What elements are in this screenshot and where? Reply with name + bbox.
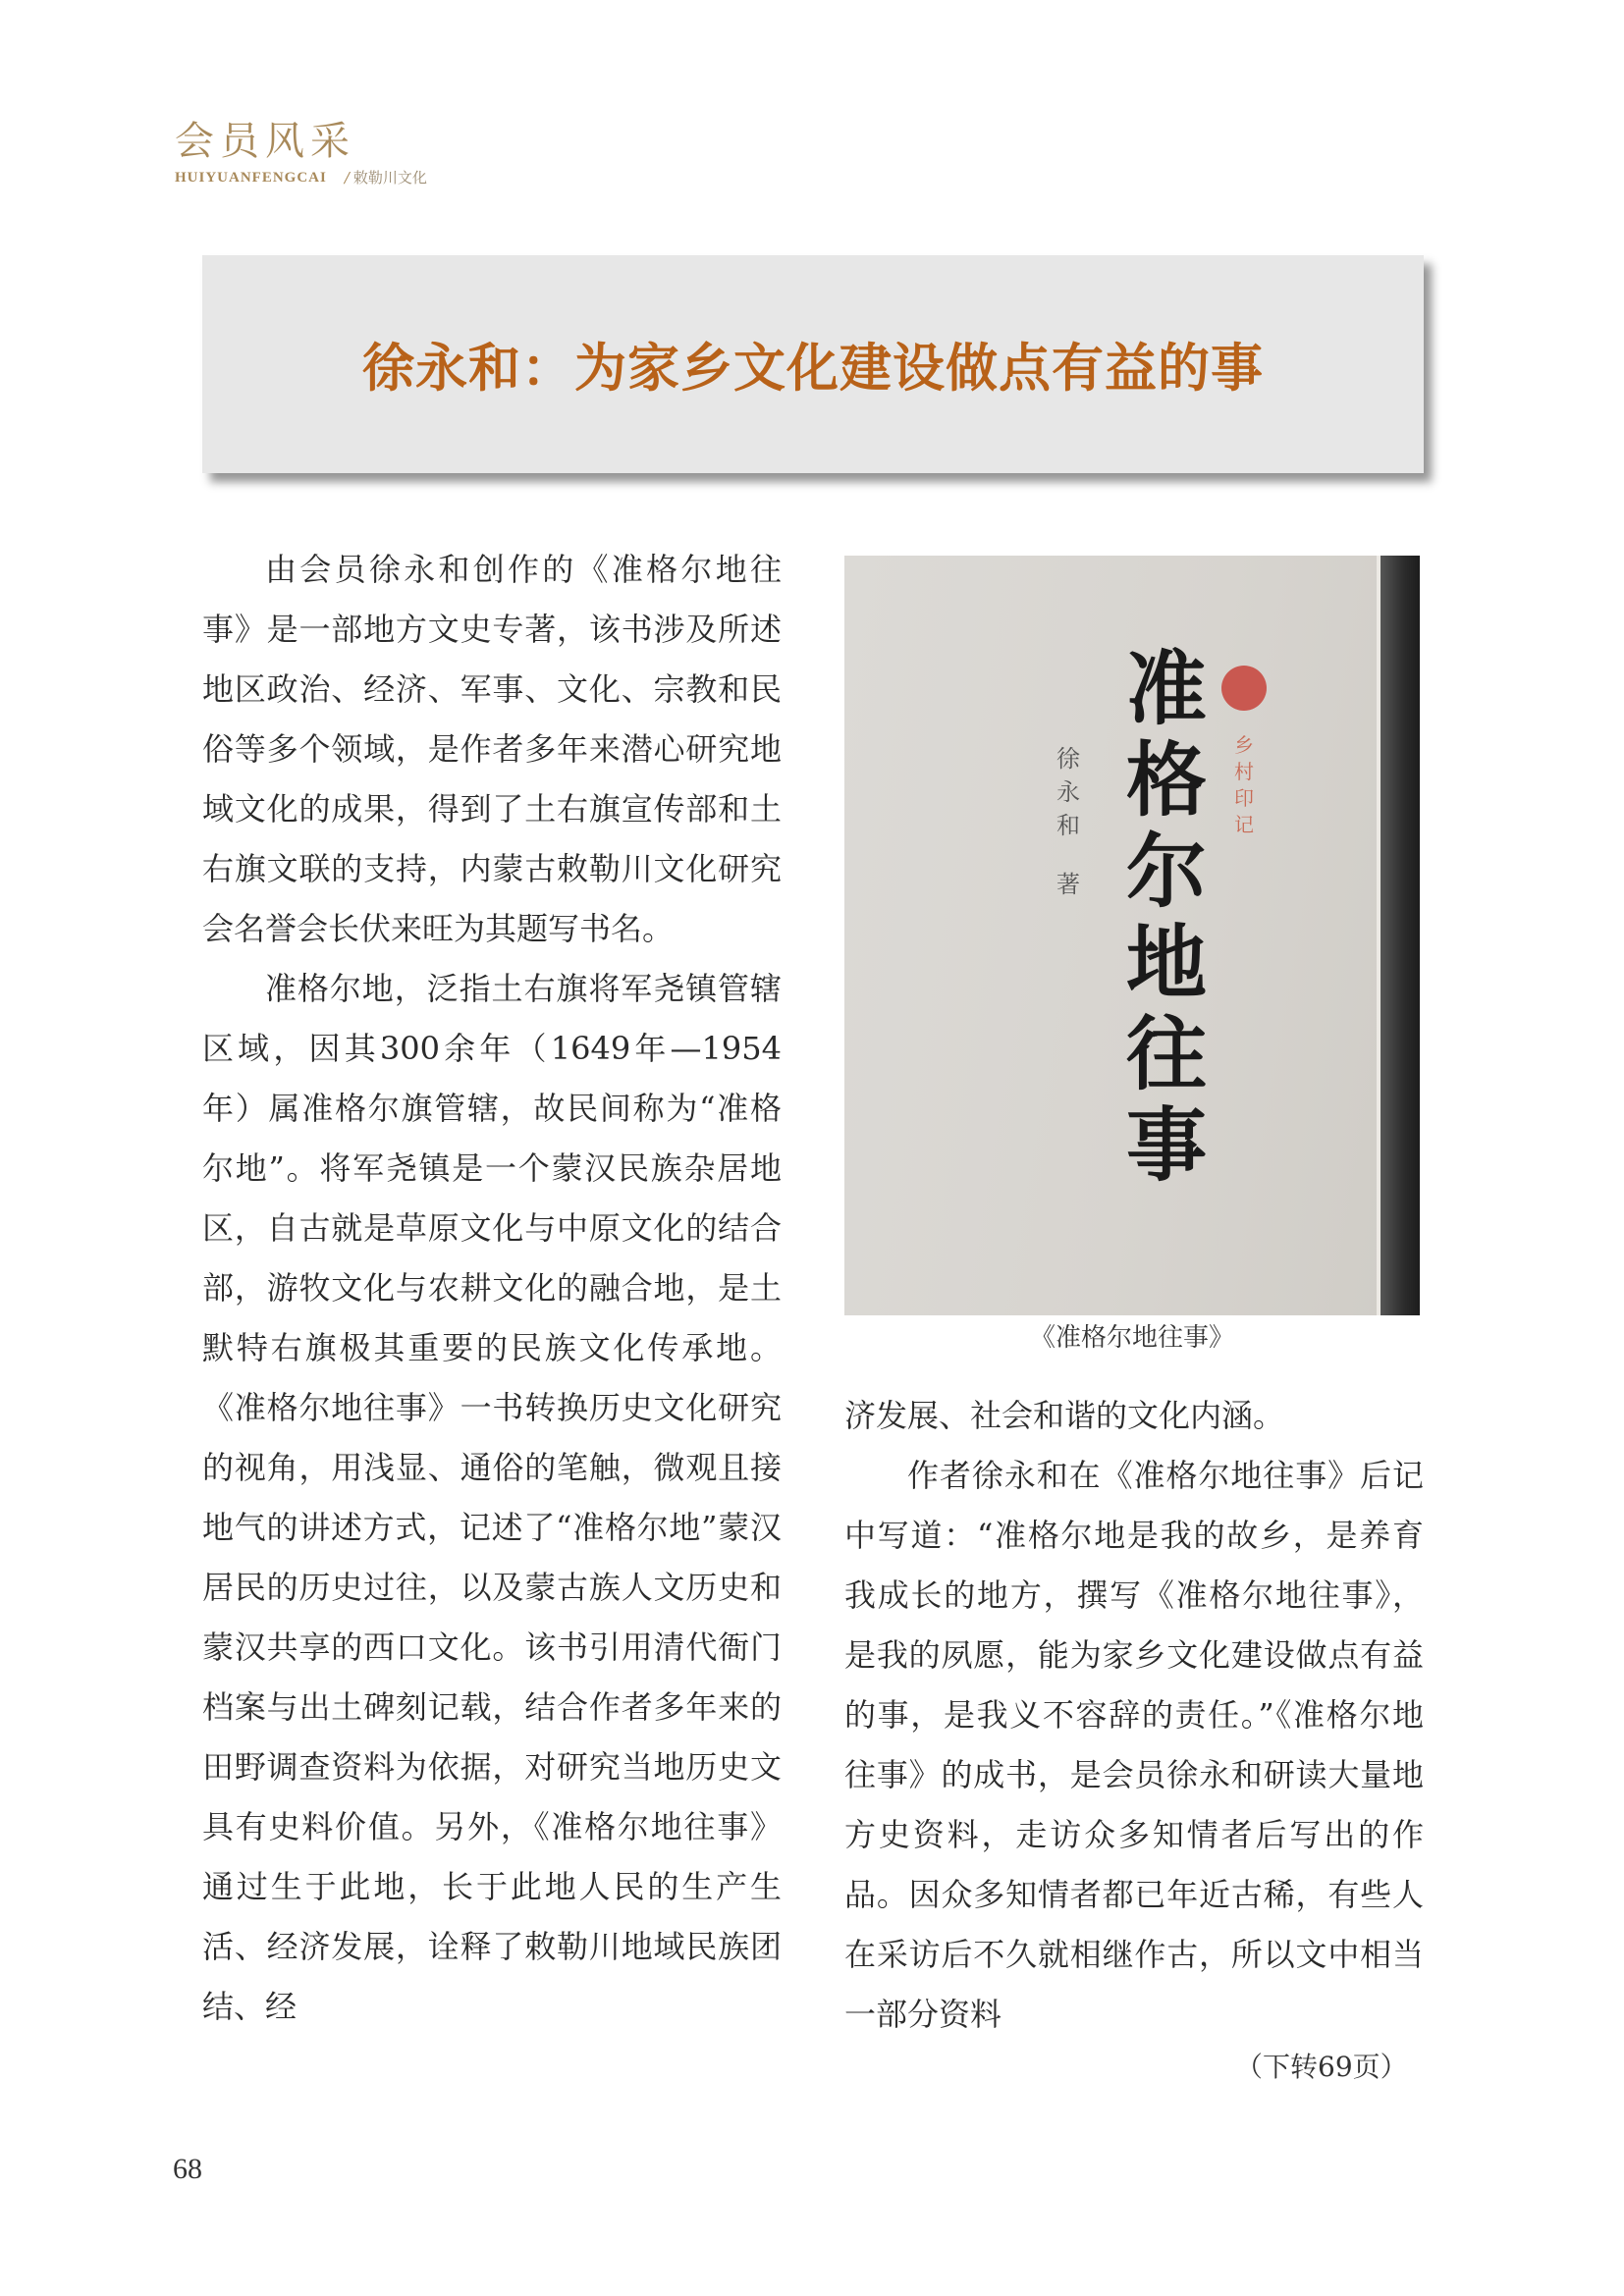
article-title: 徐永和：为家乡文化建设做点有益的事 xyxy=(362,339,1264,399)
section-title: 会员风采 xyxy=(175,119,355,164)
section-subtitle xyxy=(175,169,427,187)
series-seal-icon xyxy=(1221,666,1267,711)
section-latin: HUIYUANFENGCAI xyxy=(175,170,327,186)
section-header xyxy=(175,118,427,187)
article-title-box xyxy=(202,255,1424,473)
paragraph-3: 作者徐永和在《准格尔地往事》后记中写道：“准格尔地是我的故乡，是养育我成长的地方，撰写《准格尔地往事》，是我的夙愿，能为家乡文化建设做点有益的事，是我义不容辞的责任。”《准格尔地往事》的成书，是会员徐永和研读大量地方史资料，走访众多知情者后写出的作品。因众多知情者都已年近古稀，有些人在采访后不久就相继作古，所以文中相当一部分资料 xyxy=(844,1457,1424,2033)
paragraph-2-continued: 济发展、社会和谐的文化内涵。 xyxy=(844,1397,1285,1434)
photo-background xyxy=(1380,556,1420,1315)
right-column xyxy=(844,1386,1424,2045)
book-cover-title: 准 格 尔 地 往 事 xyxy=(1125,642,1207,1193)
section-column-name: 敕勒川文化 xyxy=(352,169,427,187)
paragraph-1: 由会员徐永和创作的《准格尔地往事》是一部地方文史专著，该书涉及所述地区政治、经济、军事、文化、宗教和民俗等多个领域，是作者多年来潜心研究地域文化的成果，得到了土右旗宣传部和土右旗文联的支持，内蒙古敕勒川文化研究会名誉会长伏来旺为其题写书名。 xyxy=(202,551,782,947)
paragraph-2: 准格尔地，泛指土右旗将军尧镇管辖区域，因其300余年（1649年—1954年）属准格尔旗管辖，故民间称为“准格尔地”。将军尧镇是一个蒙汉民族杂居地区，自古就是草原文化与中原文化的结合部，游牧文化与农耕文化的融合地，是土默特右旗极其重要的民族文化传承地。《准格尔地往事》一书转换历史文化研究的视角，用浅显、通俗的笔触，微观且接地气的讲述方式，记述了“准格尔地”蒙汉居民的历史过往，以及蒙古族人文历史和蒙汉共享的西口文化。该书引用清代衙门档案与出土碑刻记载，结合作者多年来的田野调查资料为依据，对研究当地历史文具有史料价值。另外，《准格尔地往事》通过生于此地，长于此地人民的生产生活、经济发展，诠释了敕勒川地域民族团结、经 xyxy=(202,970,782,2025)
left-column xyxy=(202,540,782,2037)
book-cover-photo xyxy=(844,556,1420,1315)
section-slash: / xyxy=(344,169,350,187)
continued-note: （下转69页） xyxy=(1235,2051,1408,2083)
page-number: 68 xyxy=(173,2153,202,2185)
book-series-label: 乡 村 印 记 xyxy=(1234,733,1254,836)
book-cover-author: 徐 永 和 著 xyxy=(1056,745,1080,898)
photo-caption: 《准格尔地往事》 xyxy=(1029,1323,1234,1353)
